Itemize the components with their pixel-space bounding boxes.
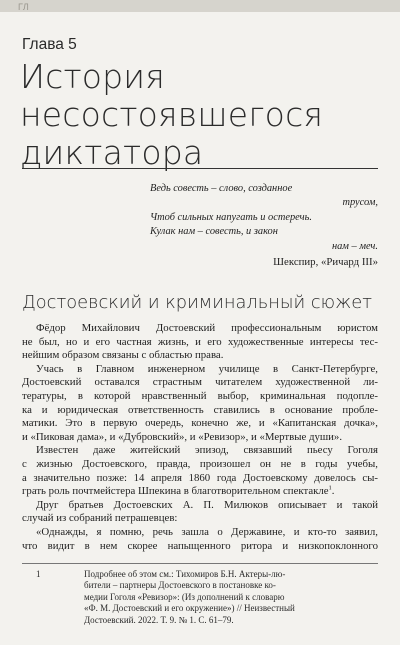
chapter-title: [20, 58, 323, 172]
body-line: Друг братьев Достоевских А. П. Милюков описывает и такой: [36, 498, 378, 511]
footnote-line: бители – партнеры Достоевского в постановке ко-: [84, 580, 276, 591]
footnote-reference[interactable]: 1: [328, 485, 332, 492]
previous-page-edge: [0, 0, 400, 12]
body-line: и «Пиковая дама», и «Дубровский», и «Ревизор», и «Мертвые души».: [22, 430, 343, 443]
body-line: матики. Это в первую очередь, конечно же, и «Капитанская дочка»,: [22, 417, 378, 430]
chapter-label: Глава 5: [22, 36, 77, 53]
footnote-divider: [22, 563, 378, 564]
chapter-title-line: диктатора: [20, 133, 204, 172]
epigraph: [150, 182, 378, 269]
body-line: «Однажды, я помню, речь зашла о Державине, и кто-то заявил,: [36, 525, 378, 538]
body-line: Достоевский оставался страстным читателем художественной ли-: [22, 376, 378, 389]
body-line: не был, но и его частная жизнь, и его художественные интересы тес-: [22, 335, 378, 348]
epigraph-line: нам – меч.: [331, 240, 378, 252]
chapter-title-line: История: [20, 57, 165, 96]
epigraph-attribution: Шекспир, «Ричард III»: [273, 256, 378, 269]
body-line: ка и юридическая ответственность ставились в основание пробле-: [22, 403, 378, 416]
body-line: Известен даже житейский эпизод, связавший пьесу Гоголя: [36, 444, 378, 457]
footnote-line: Достоевский. 2022. Т. 9. № 1. С. 61–79.: [84, 614, 234, 625]
body-line: грать роль почтмейстера Шпекина в благотворительном спектакле$^1$.: [22, 485, 335, 498]
body-line: случай из собраний петрашевцев:: [22, 512, 178, 525]
body-line: с жизнью Достоевского, правда, произошел он не в годы учебы,: [22, 457, 378, 470]
body-line: а значительно позже: 14 апреля 1860 года Достоевскому довелось сы-: [22, 471, 378, 484]
title-divider: [22, 168, 378, 169]
epigraph-line: Кулак нам – совесть, и закон: [150, 226, 278, 238]
footnote-line: «Ф. М. Достоевский и его окружение») // Неизвестный: [84, 603, 295, 614]
body-line: Учась в Главном инженерном училище в Санкт-Петербурге,: [36, 362, 378, 375]
running-header: ГЛ: [18, 2, 30, 12]
section-title: Достоевский и криминальный сюжет: [22, 292, 372, 313]
body-line: тературы, в которой нравственный выбор, криминальная подопле-: [22, 389, 378, 402]
footnote-text: [84, 569, 344, 626]
epigraph-line: Чтоб сильных напугать и остеречь.: [150, 211, 312, 223]
footnote-line: Подробнее об этом см.: Тихомиров Б.Н. Актеры-лю-: [84, 569, 286, 579]
body-line: Фёдор Михайлович Достоевский профессиональным юристом: [36, 322, 378, 334]
body-line: нейшим образом связаны с областью права.: [22, 349, 224, 362]
footnote-line: медии Гоголя «Ревизор»: (Из дополнений к словарю: [84, 591, 285, 602]
epigraph-line: трусом,: [342, 197, 378, 209]
epigraph-line: Ведь совесть – слово, созданное: [150, 183, 293, 194]
body-line: что видит в нем скорее напыщенного ритора и низкопоклонного: [22, 539, 378, 552]
body-text: [22, 322, 378, 553]
chapter-title-line: несостоявшегося: [20, 95, 324, 134]
body-line-text: грать роль почтмейстера Шпекина в благотворительном спектакле: [22, 485, 329, 498]
footnote-number: 1: [36, 569, 41, 579]
